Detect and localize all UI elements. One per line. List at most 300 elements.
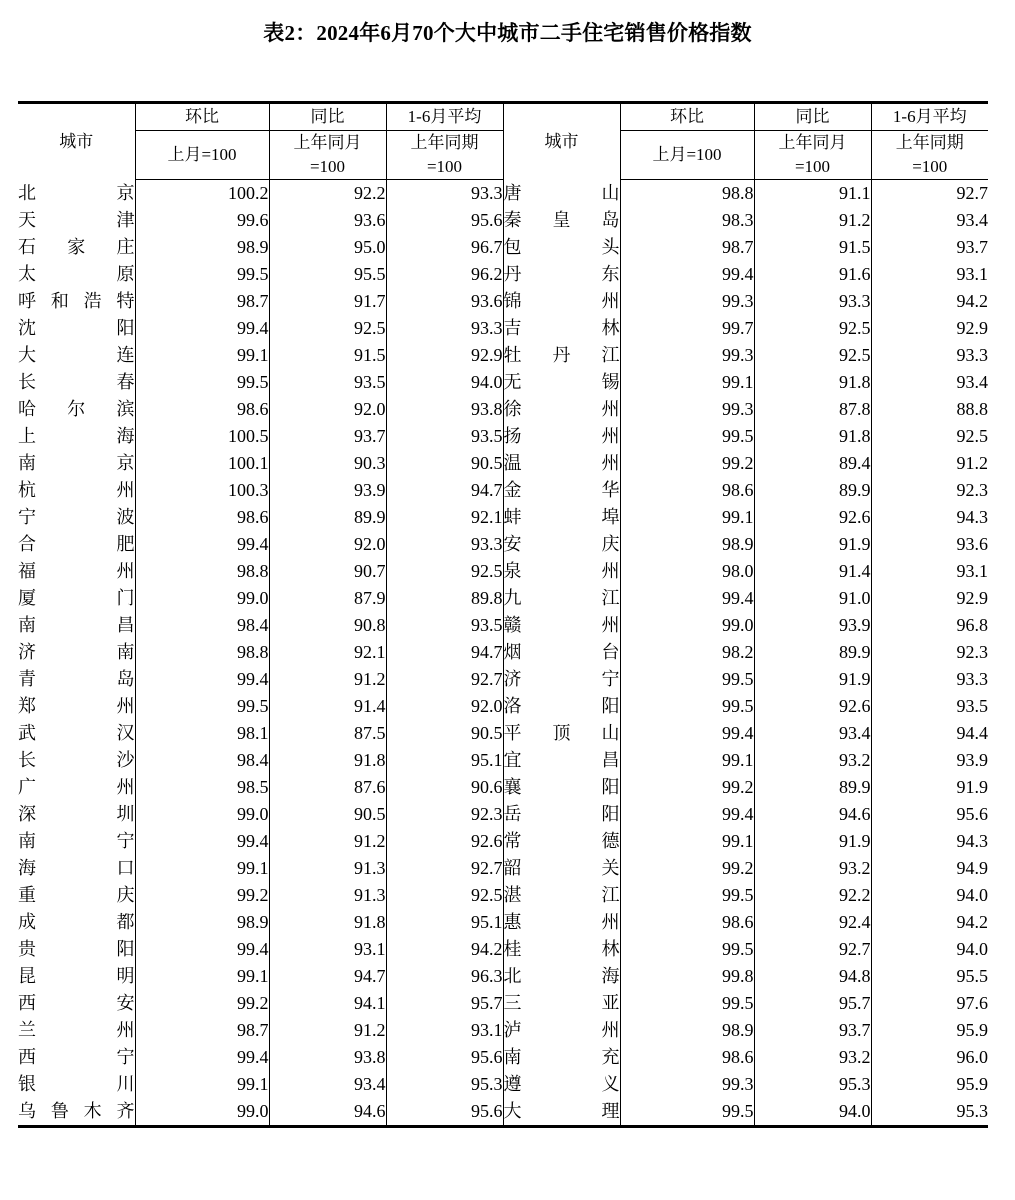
city-name: 武汉 (18, 723, 135, 743)
cell-mom: 99.4 (620, 801, 754, 828)
cell-mom: 98.6 (620, 1044, 754, 1071)
cell-city (18, 990, 135, 1017)
city-name: 长春 (18, 372, 135, 392)
cell-mom: 99.5 (620, 666, 754, 693)
cell-city (18, 504, 135, 531)
table-row (18, 423, 988, 450)
city-name: 沈阳 (18, 318, 135, 338)
cell-mom: 98.7 (620, 234, 754, 261)
cell-city (18, 747, 135, 774)
cell-city (18, 882, 135, 909)
cell-yoy: 89.9 (269, 504, 386, 531)
cell-yoy: 91.2 (269, 828, 386, 855)
cell-mom: 99.2 (620, 774, 754, 801)
cell-avg: 91.2 (871, 450, 988, 477)
cell-mom: 99.4 (620, 585, 754, 612)
cell-yoy: 92.6 (754, 504, 871, 531)
cell-city (503, 855, 620, 882)
cell-yoy: 92.5 (754, 315, 871, 342)
cell-city (503, 288, 620, 315)
cell-city (18, 1044, 135, 1071)
cell-city (18, 666, 135, 693)
header-avg-right: 1-6月平均 (871, 103, 988, 131)
cell-mom: 98.3 (620, 207, 754, 234)
cell-mom: 99.4 (135, 531, 269, 558)
table-row (18, 747, 988, 774)
cell-city (503, 396, 620, 423)
cell-yoy: 92.5 (269, 315, 386, 342)
city-name: 太原 (18, 264, 135, 284)
cell-yoy: 92.4 (754, 909, 871, 936)
header-city-right: 城市 (503, 103, 620, 180)
cell-mom: 99.4 (135, 1044, 269, 1071)
header-avg-unit-right: 上年同期 =100 (871, 131, 988, 180)
city-name: 广州 (18, 777, 135, 797)
cell-city (503, 801, 620, 828)
cell-mom: 99.1 (620, 369, 754, 396)
city-name: 扬州 (503, 426, 620, 446)
city-name: 安庆 (503, 534, 620, 554)
cell-avg: 93.6 (386, 288, 503, 315)
cell-yoy: 93.8 (269, 1044, 386, 1071)
cell-city (503, 774, 620, 801)
cell-mom: 99.5 (620, 693, 754, 720)
city-name: 吉林 (503, 318, 620, 338)
header-yoy-unit-right: 上年同月 =100 (754, 131, 871, 180)
cell-yoy: 92.6 (754, 693, 871, 720)
cell-avg: 95.3 (871, 1098, 988, 1127)
cell-avg: 95.5 (871, 963, 988, 990)
city-name: 大连 (18, 345, 135, 365)
cell-city (18, 288, 135, 315)
city-name: 郑州 (18, 696, 135, 716)
header-row-top (18, 103, 988, 131)
cell-mom: 99.1 (135, 963, 269, 990)
cell-mom: 99.6 (135, 207, 269, 234)
cell-mom: 99.1 (135, 342, 269, 369)
cell-yoy: 90.7 (269, 558, 386, 585)
cell-city (503, 531, 620, 558)
price-index-table-wrapper (18, 101, 986, 1128)
cell-avg: 93.5 (386, 612, 503, 639)
cell-avg: 91.9 (871, 774, 988, 801)
cell-mom: 99.5 (620, 882, 754, 909)
table-row (18, 774, 988, 801)
cell-city (18, 720, 135, 747)
cell-avg: 93.7 (871, 234, 988, 261)
city-name: 海口 (18, 858, 135, 878)
cell-yoy: 91.2 (269, 666, 386, 693)
cell-mom: 99.5 (135, 369, 269, 396)
city-name: 西宁 (18, 1047, 135, 1067)
city-name: 包头 (503, 237, 620, 257)
cell-city (503, 1098, 620, 1127)
city-name: 三亚 (503, 993, 620, 1013)
table-row (18, 936, 988, 963)
city-name: 泉州 (503, 561, 620, 581)
cell-city (18, 639, 135, 666)
cell-yoy: 91.9 (754, 531, 871, 558)
cell-avg: 90.6 (386, 774, 503, 801)
cell-yoy: 94.6 (269, 1098, 386, 1127)
cell-city (503, 828, 620, 855)
city-name: 九江 (503, 588, 620, 608)
cell-yoy: 87.8 (754, 396, 871, 423)
table-row (18, 261, 988, 288)
cell-mom: 99.1 (135, 855, 269, 882)
city-name: 成都 (18, 912, 135, 932)
city-name: 南宁 (18, 831, 135, 851)
cell-city (503, 666, 620, 693)
cell-city (503, 1044, 620, 1071)
cell-avg: 90.5 (386, 450, 503, 477)
cell-mom: 98.6 (620, 477, 754, 504)
cell-city (503, 936, 620, 963)
city-name: 常德 (503, 831, 620, 851)
city-name: 重庆 (18, 885, 135, 905)
header-mom-left: 环比 (135, 103, 269, 131)
cell-mom: 99.3 (620, 1071, 754, 1098)
cell-avg: 93.1 (871, 558, 988, 585)
cell-avg: 95.6 (386, 207, 503, 234)
cell-yoy: 94.1 (269, 990, 386, 1017)
cell-mom: 98.6 (135, 396, 269, 423)
city-name: 北海 (503, 966, 620, 986)
cell-city (18, 342, 135, 369)
table-header (18, 103, 988, 180)
cell-yoy: 90.8 (269, 612, 386, 639)
cell-mom: 99.5 (620, 990, 754, 1017)
table-row (18, 1098, 988, 1127)
cell-mom: 99.4 (620, 720, 754, 747)
table-row (18, 990, 988, 1017)
cell-mom: 100.5 (135, 423, 269, 450)
cell-city (18, 234, 135, 261)
header-mom-unit-right: 上月=100 (620, 131, 754, 180)
table-row (18, 234, 988, 261)
cell-yoy: 91.8 (269, 909, 386, 936)
city-name: 贵阳 (18, 939, 135, 959)
cell-mom: 99.3 (620, 396, 754, 423)
cell-mom: 98.9 (135, 234, 269, 261)
table-row (18, 801, 988, 828)
city-name: 金华 (503, 480, 620, 500)
city-name: 石家庄 (18, 237, 135, 257)
cell-mom: 98.6 (620, 909, 754, 936)
cell-yoy: 91.8 (754, 369, 871, 396)
cell-avg: 95.3 (386, 1071, 503, 1098)
cell-city (503, 882, 620, 909)
cell-avg: 93.5 (386, 423, 503, 450)
cell-mom: 99.1 (620, 828, 754, 855)
cell-city (18, 693, 135, 720)
city-name: 遵义 (503, 1074, 620, 1094)
city-name: 福州 (18, 561, 135, 581)
cell-yoy: 94.0 (754, 1098, 871, 1127)
cell-avg: 90.5 (386, 720, 503, 747)
table-body (18, 180, 988, 1127)
table-row (18, 666, 988, 693)
cell-city (503, 180, 620, 208)
cell-mom: 99.5 (135, 693, 269, 720)
cell-city (503, 909, 620, 936)
table-row (18, 504, 988, 531)
cell-avg: 95.1 (386, 909, 503, 936)
table-row (18, 477, 988, 504)
cell-city (503, 747, 620, 774)
city-name: 桂林 (503, 939, 620, 959)
cell-avg: 95.9 (871, 1017, 988, 1044)
cell-city (503, 261, 620, 288)
table-row (18, 450, 988, 477)
cell-city (503, 504, 620, 531)
cell-yoy: 93.1 (269, 936, 386, 963)
cell-yoy: 94.8 (754, 963, 871, 990)
cell-yoy: 95.5 (269, 261, 386, 288)
cell-avg: 94.9 (871, 855, 988, 882)
cell-avg: 95.6 (386, 1098, 503, 1127)
cell-avg: 94.2 (871, 909, 988, 936)
cell-avg: 93.3 (871, 342, 988, 369)
cell-avg: 92.3 (871, 639, 988, 666)
cell-avg: 88.8 (871, 396, 988, 423)
city-name: 锦州 (503, 291, 620, 311)
cell-avg: 94.3 (871, 828, 988, 855)
cell-city (503, 342, 620, 369)
cell-mom: 99.2 (620, 450, 754, 477)
cell-yoy: 95.0 (269, 234, 386, 261)
city-name: 韶关 (503, 858, 620, 878)
cell-mom: 98.0 (620, 558, 754, 585)
table-row (18, 1017, 988, 1044)
cell-yoy: 91.7 (269, 288, 386, 315)
cell-city (18, 396, 135, 423)
cell-yoy: 93.3 (754, 288, 871, 315)
cell-mom: 98.8 (135, 639, 269, 666)
table-row (18, 612, 988, 639)
cell-yoy: 91.2 (754, 207, 871, 234)
table-row (18, 585, 988, 612)
cell-mom: 100.2 (135, 180, 269, 208)
cell-yoy: 93.5 (269, 369, 386, 396)
cell-yoy: 93.9 (754, 612, 871, 639)
cell-yoy: 89.9 (754, 774, 871, 801)
header-mom-unit-left: 上月=100 (135, 131, 269, 180)
cell-yoy: 93.9 (269, 477, 386, 504)
city-name: 洛阳 (503, 696, 620, 716)
cell-mom: 98.9 (135, 909, 269, 936)
cell-yoy: 93.7 (269, 423, 386, 450)
cell-avg: 97.6 (871, 990, 988, 1017)
header-yoy-unit-left: 上年同月 =100 (269, 131, 386, 180)
cell-city (18, 963, 135, 990)
cell-avg: 95.9 (871, 1071, 988, 1098)
cell-yoy: 91.8 (754, 423, 871, 450)
cell-avg: 94.0 (386, 369, 503, 396)
city-name: 兰州 (18, 1020, 135, 1040)
table-row (18, 558, 988, 585)
cell-mom: 99.4 (620, 261, 754, 288)
table-row (18, 1044, 988, 1071)
cell-avg: 93.3 (871, 666, 988, 693)
cell-avg: 92.9 (386, 342, 503, 369)
cell-mom: 98.7 (135, 288, 269, 315)
cell-avg: 93.4 (871, 207, 988, 234)
cell-avg: 96.0 (871, 1044, 988, 1071)
cell-yoy: 91.4 (754, 558, 871, 585)
cell-city (503, 207, 620, 234)
cell-city (503, 990, 620, 1017)
header-city-left: 城市 (18, 103, 135, 180)
cell-city (18, 855, 135, 882)
cell-mom: 99.3 (620, 342, 754, 369)
cell-city (503, 693, 620, 720)
city-name: 烟台 (503, 642, 620, 662)
cell-city (18, 207, 135, 234)
cell-avg: 95.6 (386, 1044, 503, 1071)
city-name: 长沙 (18, 750, 135, 770)
cell-mom: 99.7 (620, 315, 754, 342)
cell-yoy: 91.3 (269, 882, 386, 909)
cell-avg: 92.7 (386, 855, 503, 882)
city-name: 丹东 (503, 264, 620, 284)
cell-mom: 99.2 (135, 990, 269, 1017)
cell-yoy: 92.0 (269, 396, 386, 423)
table-row (18, 720, 988, 747)
city-name: 徐州 (503, 399, 620, 419)
cell-city (503, 423, 620, 450)
cell-city (503, 639, 620, 666)
cell-mom: 99.0 (135, 585, 269, 612)
cell-city (18, 936, 135, 963)
city-name: 牡丹江 (503, 345, 620, 365)
city-name: 银川 (18, 1074, 135, 1094)
cell-mom: 98.4 (135, 612, 269, 639)
city-name: 乌鲁木齐 (18, 1101, 135, 1121)
cell-yoy: 93.2 (754, 855, 871, 882)
cell-city (18, 1017, 135, 1044)
cell-city (503, 315, 620, 342)
cell-mom: 99.1 (620, 504, 754, 531)
cell-avg: 94.3 (871, 504, 988, 531)
cell-yoy: 90.3 (269, 450, 386, 477)
table-row (18, 342, 988, 369)
cell-yoy: 87.9 (269, 585, 386, 612)
cell-mom: 99.4 (135, 936, 269, 963)
cell-avg: 93.8 (386, 396, 503, 423)
table-row (18, 315, 988, 342)
city-name: 天津 (18, 210, 135, 230)
cell-avg: 92.9 (871, 585, 988, 612)
table-row (18, 639, 988, 666)
cell-city (18, 612, 135, 639)
cell-avg: 92.1 (386, 504, 503, 531)
cell-avg: 93.3 (386, 180, 503, 208)
cell-yoy: 89.9 (754, 477, 871, 504)
cell-city (18, 423, 135, 450)
city-name: 南京 (18, 453, 135, 473)
cell-yoy: 89.4 (754, 450, 871, 477)
cell-city (18, 180, 135, 208)
page-title: 表2：2024年6月70个大中城市二手住宅销售价格指数 (263, 21, 752, 45)
cell-avg: 94.7 (386, 477, 503, 504)
city-name: 厦门 (18, 588, 135, 608)
cell-avg: 94.0 (871, 882, 988, 909)
city-name: 宁波 (18, 507, 135, 527)
cell-mom: 99.2 (620, 855, 754, 882)
city-name: 宜昌 (503, 750, 620, 770)
cell-mom: 99.3 (620, 288, 754, 315)
cell-mom: 98.4 (135, 747, 269, 774)
cell-yoy: 92.7 (754, 936, 871, 963)
table-row (18, 288, 988, 315)
cell-yoy: 92.2 (754, 882, 871, 909)
cell-mom: 100.3 (135, 477, 269, 504)
cell-mom: 99.0 (135, 801, 269, 828)
header-avg-unit-left: 上年同期 =100 (386, 131, 503, 180)
city-name: 合肥 (18, 534, 135, 554)
cell-avg: 93.1 (871, 261, 988, 288)
city-name: 唐山 (503, 182, 620, 203)
city-name: 南充 (503, 1047, 620, 1067)
cell-mom: 98.1 (135, 720, 269, 747)
cell-yoy: 93.4 (754, 720, 871, 747)
cell-avg: 93.4 (871, 369, 988, 396)
city-name: 济宁 (503, 669, 620, 689)
city-name: 杭州 (18, 480, 135, 500)
table-row (18, 1071, 988, 1098)
cell-city (503, 963, 620, 990)
cell-avg: 93.5 (871, 693, 988, 720)
cell-avg: 95.6 (871, 801, 988, 828)
cell-avg: 96.7 (386, 234, 503, 261)
table-row (18, 855, 988, 882)
cell-yoy: 95.7 (754, 990, 871, 1017)
cell-yoy: 87.5 (269, 720, 386, 747)
city-name: 岳阳 (503, 804, 620, 824)
city-name: 泸州 (503, 1020, 620, 1040)
city-name: 襄阳 (503, 777, 620, 797)
city-name: 南昌 (18, 615, 135, 635)
cell-city (18, 585, 135, 612)
city-name: 惠州 (503, 912, 620, 932)
table-row (18, 828, 988, 855)
header-avg-left: 1-6月平均 (386, 103, 503, 131)
city-name: 北京 (18, 182, 135, 203)
cell-yoy: 91.6 (754, 261, 871, 288)
cell-mom: 100.1 (135, 450, 269, 477)
cell-mom: 98.8 (135, 558, 269, 585)
cell-avg: 96.8 (871, 612, 988, 639)
cell-city (18, 531, 135, 558)
cell-avg: 92.5 (386, 882, 503, 909)
cell-yoy: 92.0 (269, 531, 386, 558)
cell-mom: 99.4 (135, 666, 269, 693)
cell-mom: 99.0 (135, 1098, 269, 1127)
cell-yoy: 91.1 (754, 180, 871, 208)
cell-city (18, 774, 135, 801)
cell-mom: 98.9 (620, 531, 754, 558)
cell-city (18, 450, 135, 477)
table-row (18, 963, 988, 990)
cell-yoy: 91.9 (754, 666, 871, 693)
cell-city (503, 558, 620, 585)
cell-yoy: 93.4 (269, 1071, 386, 1098)
cell-city (503, 720, 620, 747)
cell-mom: 99.5 (620, 936, 754, 963)
cell-avg: 92.7 (871, 180, 988, 208)
cell-mom: 98.2 (620, 639, 754, 666)
